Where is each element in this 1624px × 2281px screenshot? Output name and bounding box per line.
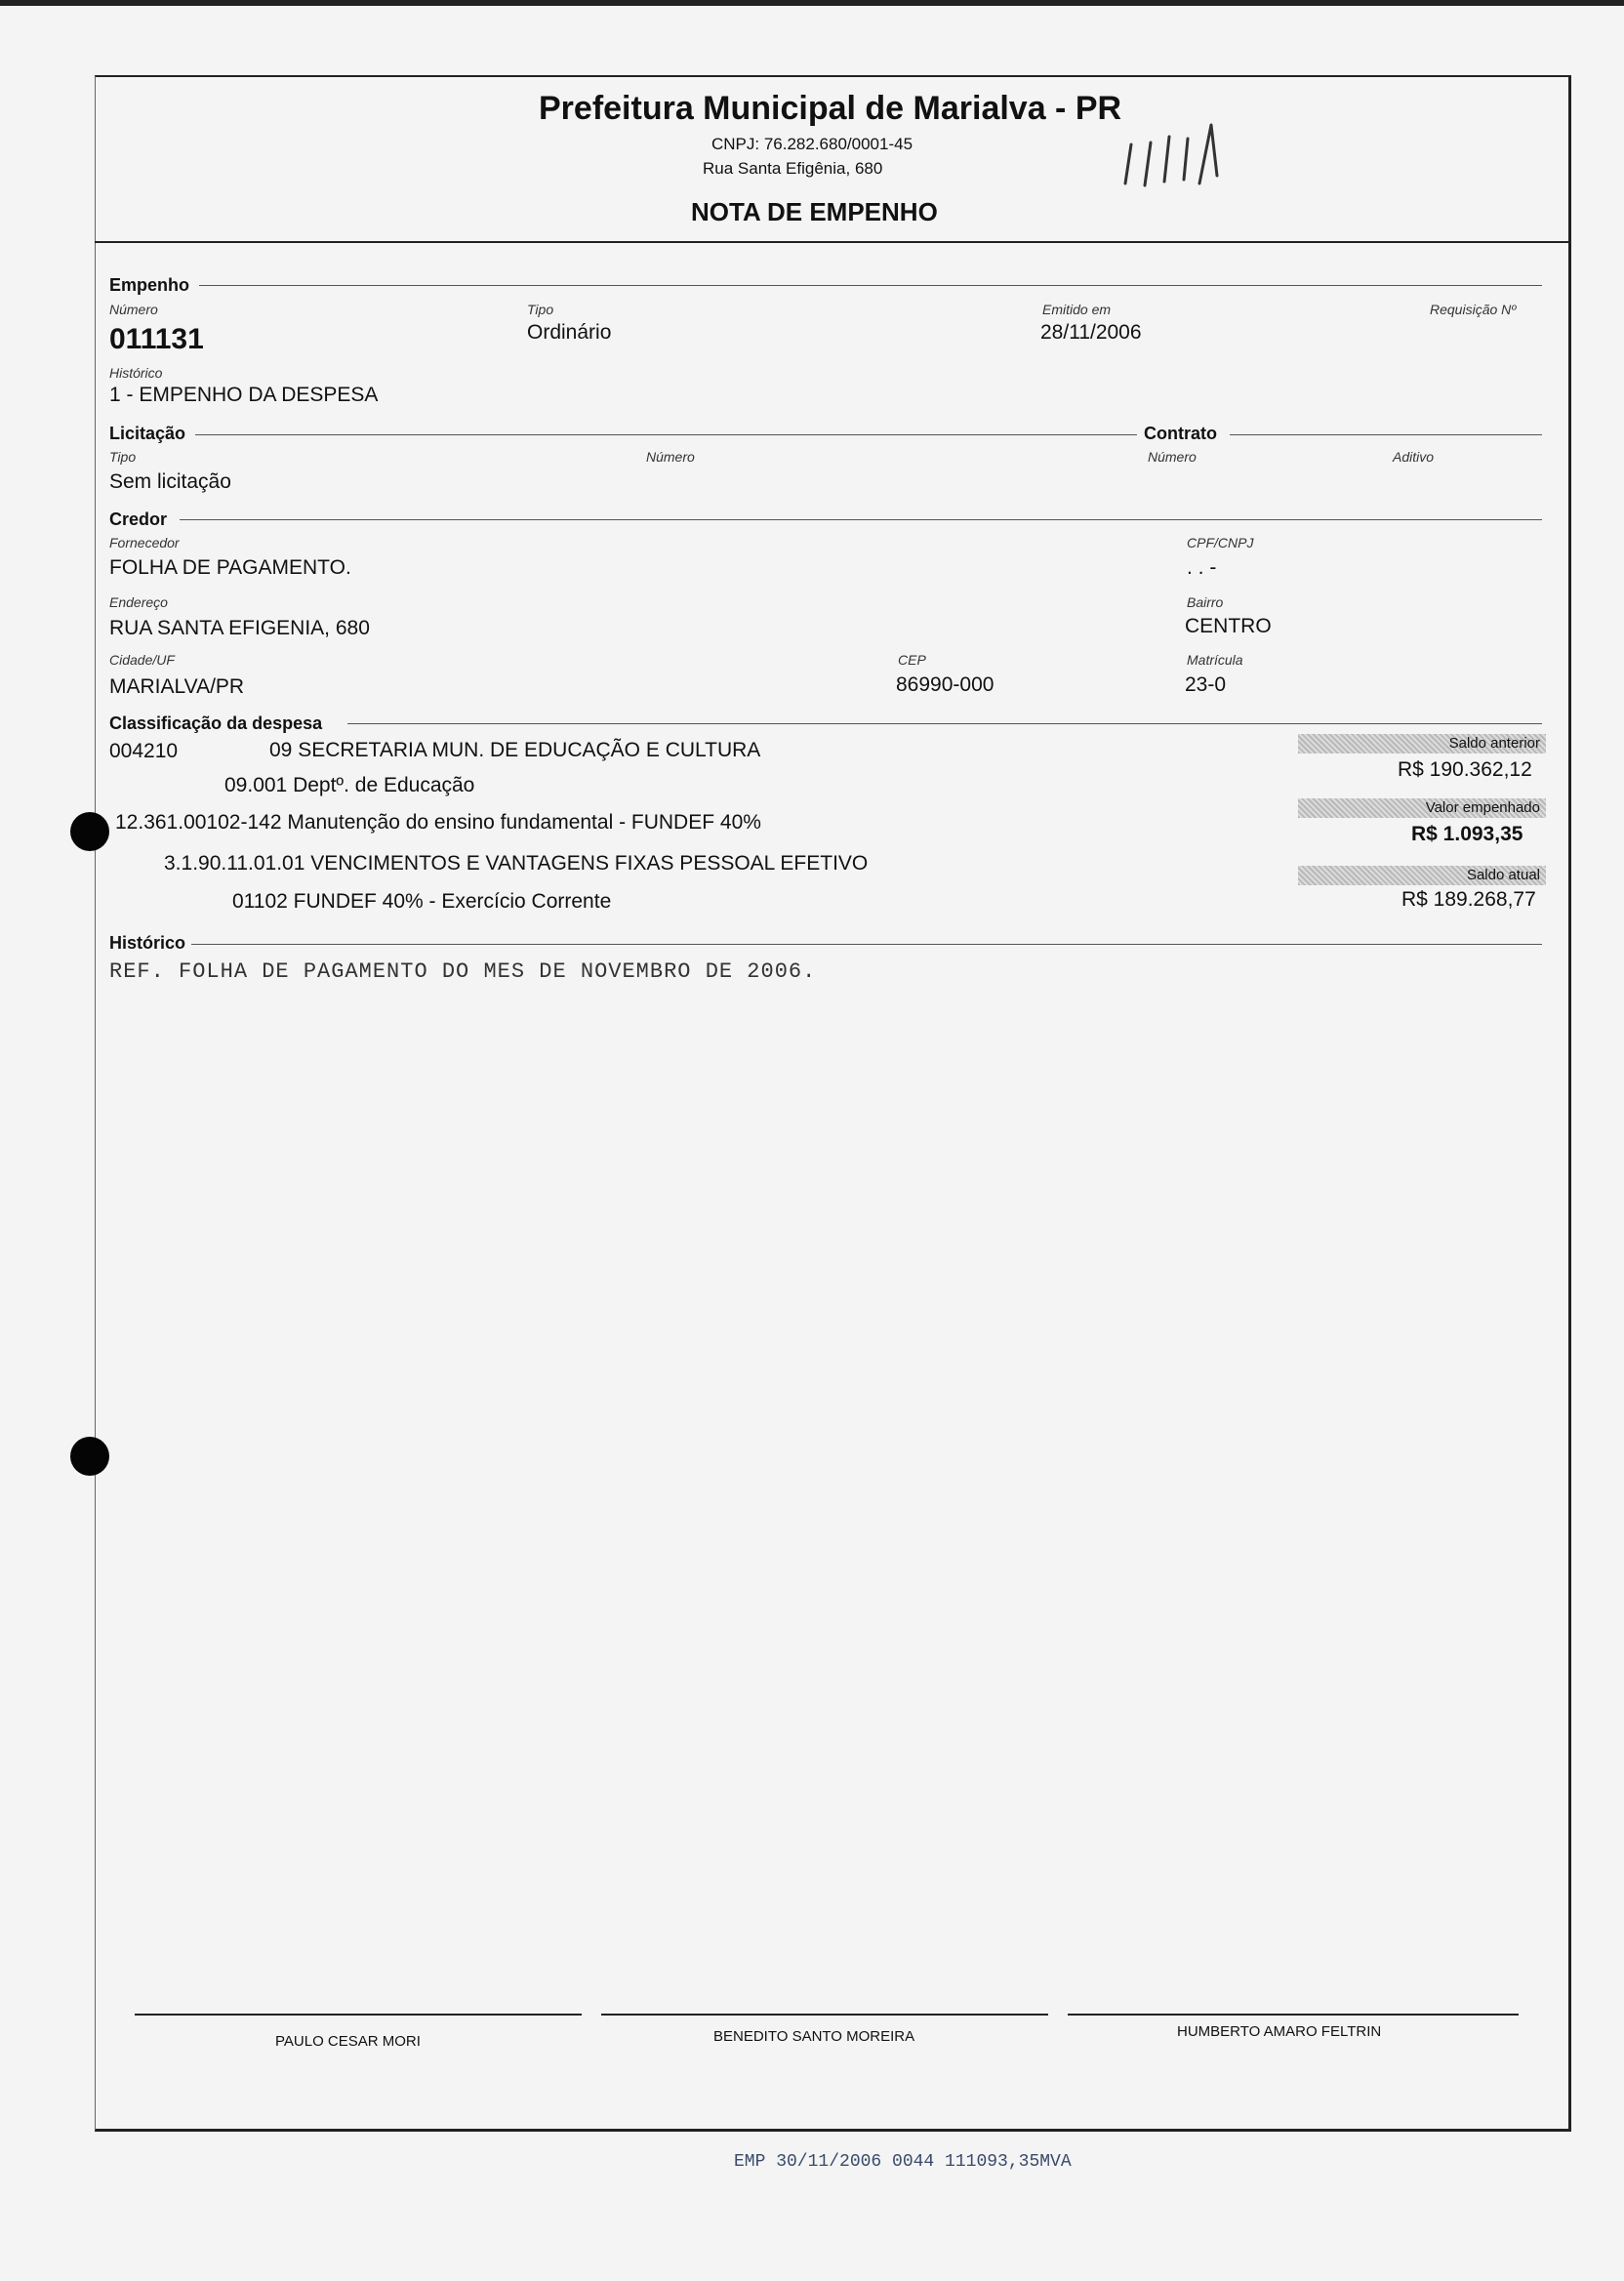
historico-section-title: Histórico [109,933,186,953]
classificacao-code: 004210 [109,740,179,762]
emitido-label: Emitido em [1042,302,1112,317]
numero-label: Número [109,302,158,317]
licitacao-tipo-label: Tipo [109,449,137,465]
fonte-recurso: 01102 FUNDEF 40% - Exercício Corrente [232,890,612,913]
page-top-edge [0,0,1624,6]
valor-empenhado-value: R$ 1.093,35 [1411,823,1523,845]
signature-name-2: BENEDITO SANTO MOREIRA [713,2028,915,2045]
historico-text: REF. FOLHA DE PAGAMENTO DO MES DE NOVEMBRO DE 2006. [109,959,817,984]
contrato-rule [1230,434,1542,435]
bairro-label: Bairro [1187,594,1224,610]
address: Rua Santa Efigênia, 680 [703,159,883,178]
licitacao-numero-label: Número [646,449,695,465]
empenho-historico-value: 1 - EMPENHO DA DESPESA [109,384,379,406]
licitacao-section-title: Licitação [109,424,186,443]
municipality-title: Prefeitura Municipal de Marialva - PR [539,90,1122,127]
cidade-value: MARIALVA/PR [109,675,245,698]
signature-line-1 [135,2014,582,2016]
cpf-label: CPF/CNPJ [1187,535,1254,550]
credor-rule [180,519,1542,520]
bairro-value: CENTRO [1185,615,1272,637]
header-divider [95,241,1570,243]
matricula-label: Matrícula [1187,652,1243,668]
fornecedor-value: FOLHA DE PAGAMENTO. [109,556,351,579]
tipo-value: Ordinário [527,321,612,344]
cep-value: 86990-000 [896,673,995,696]
saldo-atual-label: Saldo atual [1298,866,1546,885]
cpf-value: . . - [1187,556,1217,579]
credor-section-title: Credor [109,509,168,529]
empenho-number: 011131 [109,323,204,355]
cidade-label: Cidade/UF [109,652,175,668]
saldo-anterior-label: Saldo anterior [1298,734,1546,754]
endereco-value: RUA SANTA EFIGENIA, 680 [109,617,370,639]
signature-line-3 [1068,2014,1519,2016]
historico-rule [191,944,1542,945]
matricula-value: 23-0 [1185,673,1227,696]
cep-label: CEP [898,652,926,668]
empenho-section-title: Empenho [109,275,190,295]
fornecedor-label: Fornecedor [109,535,180,550]
punch-hole-bottom [70,1437,109,1476]
emitido-value: 28/11/2006 [1040,321,1142,344]
contrato-numero-label: Número [1148,449,1197,465]
classificacao-rule [347,723,1542,724]
licitacao-rule [195,434,1137,435]
classificacao-section-title: Classificação da despesa [109,713,323,733]
signature-name-3: HUMBERTO AMARO FELTRIN [1177,2023,1382,2040]
requisicao-label: Requisição Nº [1430,302,1517,317]
saldo-anterior-value: R$ 190.362,12 [1398,758,1532,781]
handwritten-mark [1117,115,1244,198]
contrato-aditivo-label: Aditivo [1393,449,1435,465]
cnpj: CNPJ: 76.282.680/0001-45 [711,135,914,153]
tipo-label: Tipo [527,302,554,317]
valor-empenhado-label: Valor empenhado [1298,798,1546,818]
signature-name-1: PAULO CESAR MORI [275,2033,421,2050]
signature-line-2 [601,2014,1048,2016]
document-title: NOTA DE EMPENHO [691,197,938,226]
secretaria: 09 SECRETARIA MUN. DE EDUCAÇÃO E CULTURA [269,739,761,761]
elemento-despesa: 3.1.90.11.01.01 VENCIMENTOS E VANTAGENS FIXAS PESSOAL EFETIVO [164,852,869,875]
departamento: 09.001 Deptº. de Educação [224,774,475,796]
empenho-historico-label: Histórico [109,365,163,381]
punch-hole-top [70,812,109,851]
processing-stamp: EMP 30/11/2006 0044 111093,35MVA [734,2152,1072,2172]
licitacao-tipo-value: Sem licitação [109,470,231,493]
empenho-rule [199,285,1542,286]
saldo-atual-value: R$ 189.268,77 [1401,888,1536,911]
programa: 12.361.00102-142 Manutenção do ensino fundamental - FUNDEF 40% [115,811,761,834]
endereco-label: Endereço [109,594,168,610]
contrato-section-title: Contrato [1144,424,1217,443]
